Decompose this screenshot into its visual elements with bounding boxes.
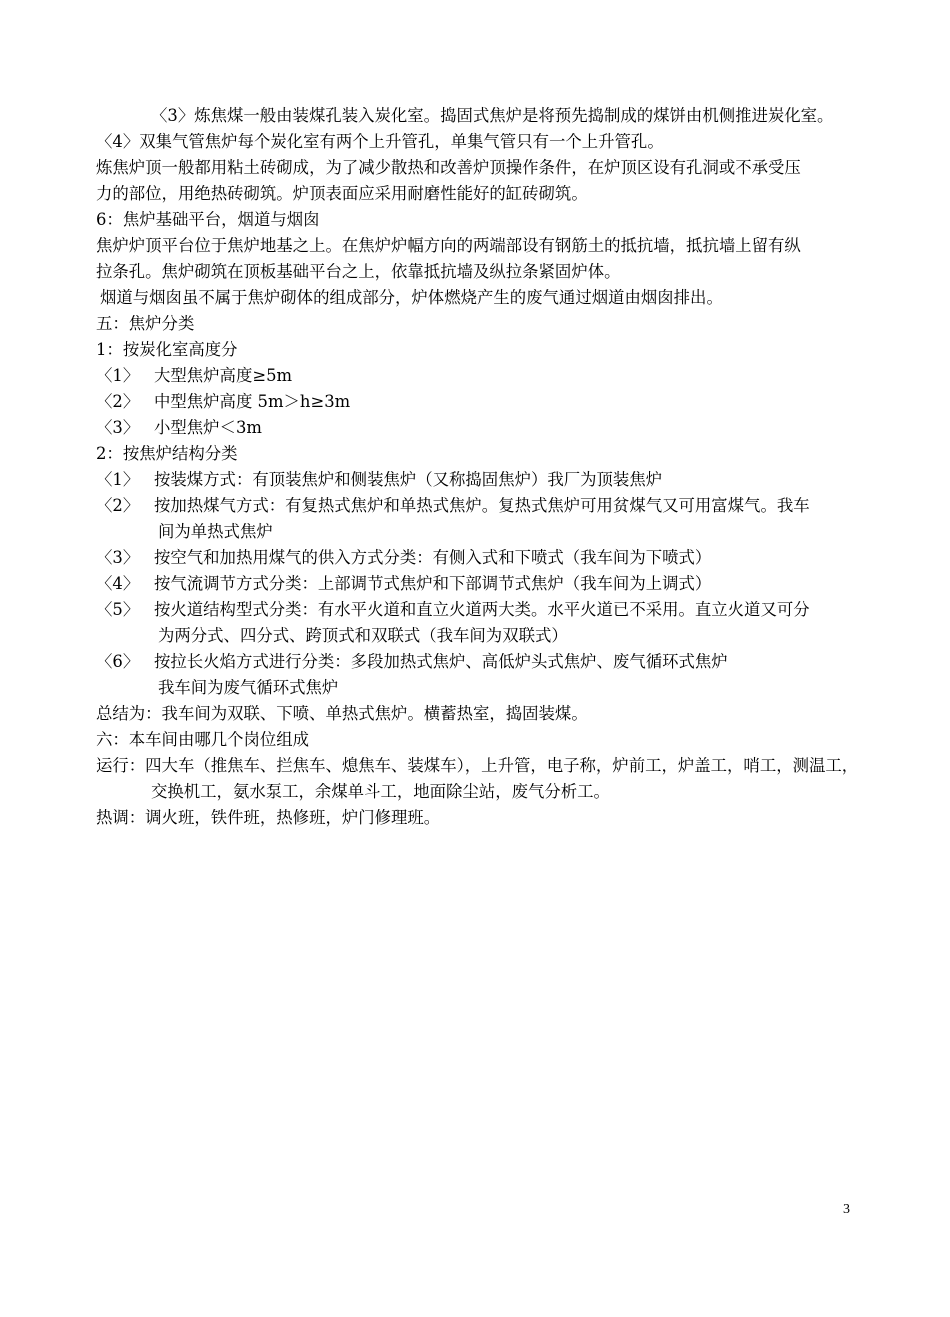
list-item [96, 415, 866, 441]
list-item-number: 〈6〉 [96, 652, 140, 671]
paragraph-line: 烟道与烟囱虽不属于焦炉砌体的组成部分，炉体燃烧产生的废气通过烟道由烟囱排出。 [100, 288, 723, 307]
section-heading: 6：焦炉基础平台，烟道与烟囱 [96, 210, 320, 229]
list-item-text: 大型焦炉高度≥5m [154, 366, 293, 385]
list-item-continuation: 我车间为废气循环式焦炉 [158, 678, 339, 697]
paragraph-line: 炼焦炉顶一般都用粘土砖砌成，为了减少散热和改善炉顶操作条件，在炉顶区设有孔洞或不承受压 [96, 158, 801, 177]
list-item-text: 按拉长火焰方式进行分类：多段加热式焦炉、高低炉头式焦炉、废气循环式焦炉 [154, 652, 728, 671]
list-item-text: 按装煤方式：有顶装焦炉和侧装焦炉（又称捣固焦炉）我厂为顶装焦炉 [154, 470, 663, 489]
list-item [96, 363, 866, 389]
paragraph-line: 〈3〉炼焦煤一般由装煤孔装入炭化室。捣固式焦炉是将预先捣制成的煤饼由机侧推进炭化室。 [151, 106, 834, 125]
list-item [96, 467, 866, 493]
subsection-heading: 1：按炭化室高度分 [96, 340, 238, 359]
page-number: 3 [843, 1202, 850, 1217]
paragraph-line: 〈4〉双集气管焦炉每个炭化室有两个上升管孔，单集气管只有一个上升管孔。 [96, 132, 664, 151]
operation-line: 运行：四大车（推焦车、拦焦车、熄焦车、装煤车），上升管，电子称，炉前工，炉盖工，哨工，测温工， [96, 756, 859, 775]
list-item [96, 545, 866, 571]
list-item [96, 389, 866, 415]
paragraph-line: 力的部位，用绝热砖砌筑。炉顶表面应采用耐磨性能好的缸砖砌筑。 [96, 184, 588, 203]
paragraph-line: 拉条孔。焦炉砌筑在顶板基础平台之上，依靠抵抗墙及纵拉条紧固炉体。 [96, 262, 621, 281]
list-item-text: 按加热煤气方式：有复热式焦炉和单热式焦炉。复热式焦炉可用贫煤气又可用富煤气。我车 [154, 496, 810, 515]
paragraph-line: 焦炉炉顶平台位于焦炉地基之上。在焦炉炉幅方向的两端部设有钢筋土的抵抗墙，抵抗墙上留有纵 [96, 236, 801, 255]
list-item-text: 按气流调节方式分类：上部调节式焦炉和下部调节式焦炉（我车间为上调式） [154, 574, 712, 593]
section-heading: 六：本车间由哪几个岗位组成 [96, 730, 310, 749]
operation-line-continuation: 交换机工，氨水泵工，余煤单斗工，地面除尘站，废气分析工。 [151, 782, 610, 801]
list-item [96, 649, 866, 675]
list-item [96, 493, 866, 519]
list-item-text: 中型焦炉高度 5m＞h≥3m [154, 392, 351, 411]
list-item-continuation: 间为单热式焦炉 [158, 522, 273, 541]
list-item-continuation: 为两分式、四分式、跨顶式和双联式（我车间为双联式） [158, 626, 568, 645]
list-item-text: 小型焦炉＜3m [154, 418, 262, 437]
list-item-text: 按火道结构型式分类：有水平火道和直立火道两大类。水平火道已不采用。直立火道又可分 [154, 600, 810, 619]
document-body [96, 103, 866, 831]
list-item-number: 〈1〉 [96, 366, 140, 385]
list-item-text: 按空气和加热用煤气的供入方式分类：有侧入式和下喷式（我车间为下喷式） [154, 548, 712, 567]
list-item-number: 〈1〉 [96, 470, 140, 489]
thermal-line: 热调：调火班，铁件班，热修班，炉门修理班。 [96, 808, 441, 827]
list-item-number: 〈5〉 [96, 600, 140, 619]
list-item-number: 〈3〉 [96, 548, 140, 567]
section-heading: 五：焦炉分类 [96, 314, 195, 333]
subsection-heading: 2：按焦炉结构分类 [96, 444, 238, 463]
list-item-number: 〈3〉 [96, 418, 140, 437]
list-item-number: 〈2〉 [96, 496, 140, 515]
list-item [96, 597, 866, 623]
list-item-number: 〈2〉 [96, 392, 140, 411]
summary-line: 总结为：我车间为双联、下喷、单热式焦炉。横蓄热室，捣固装煤。 [96, 704, 588, 723]
list-item [96, 571, 866, 597]
list-item-number: 〈4〉 [96, 574, 140, 593]
